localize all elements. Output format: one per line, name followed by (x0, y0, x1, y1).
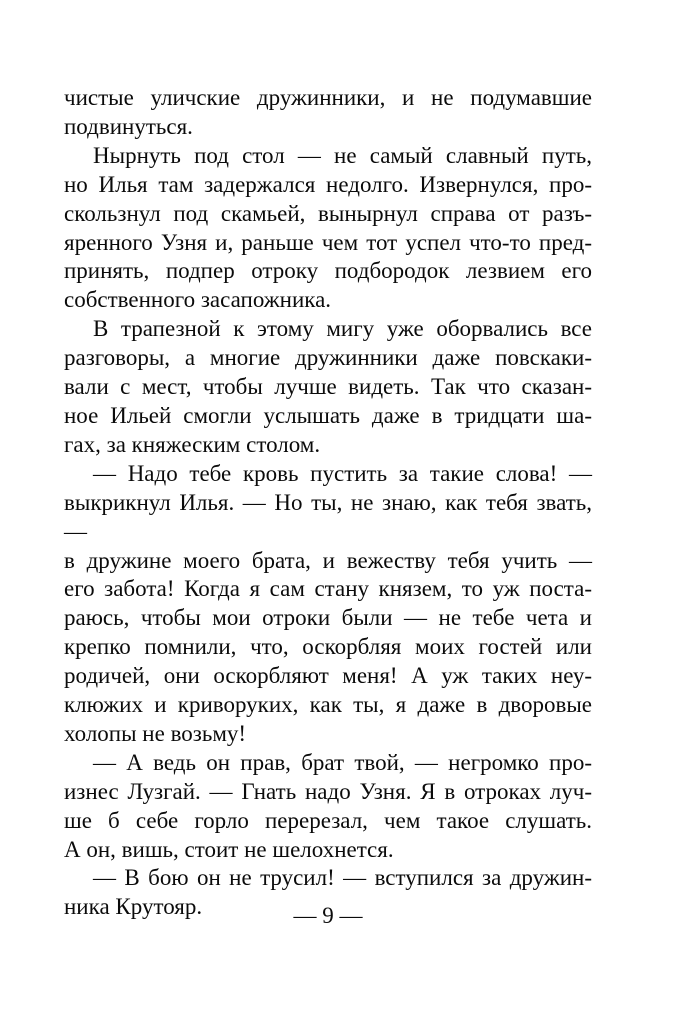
text-line: изнес Лузгай. — Гнать надо Узня. Я в отроках луч- (64, 778, 592, 804)
text-line: скользнул под скамьей, вынырнул справа от разъ- (64, 200, 592, 226)
text-line: вали с мест, чтобы лучше видеть. Так что сказан- (64, 374, 592, 400)
text-line: ное Ильей смогли услышать даже в тридцати ша- (64, 402, 592, 428)
text-line: ника Крутояр. (64, 894, 203, 920)
page-text (64, 84, 592, 922)
text-line: А он, вишь, стоит не шелохнется. (64, 836, 394, 862)
text-line: в дружине моего брата, и вежеству тебя учить — (64, 547, 592, 573)
text-line: гах, за княжеским столом. (64, 431, 321, 457)
text-line: В трапезной к этому мигу уже оборвались все (93, 316, 592, 342)
text-line: крепко помнили, что, оскорбляя моих гостей или (64, 634, 592, 660)
text-line: чистые уличские дружинники, и не подумавшие (64, 85, 592, 110)
text-line: — А ведь он прав, брат твой, — негромко про- (93, 749, 592, 775)
text-line: подвинуться. (64, 113, 193, 139)
text-line: выкрикнул Илья. — Но ты, не знаю, как тебя звать, — (64, 489, 592, 544)
text-line: ше б себе горло перерезал, чем такое слушать. (64, 807, 592, 833)
text-line: принять, подпер отроку подбородок лезвием его (64, 258, 592, 284)
text-line: холопы не возьму! (64, 720, 247, 746)
page-number: — 9 — (293, 903, 363, 928)
text-line: собственного засапожника. (64, 287, 332, 313)
text-line: раюсь, чтобы мои отроки были — не тебе чета и (64, 605, 592, 631)
text-line: Нырнуть под стол — не самый славный путь, (93, 142, 592, 168)
text-line: разговоры, а многие дружинники даже повскаки- (64, 345, 592, 371)
text-line: клюжих и криворуких, как ты, я даже в дворовые (64, 692, 592, 718)
text-line: — Надо тебе кровь пустить за такие слова! — (93, 460, 592, 486)
text-line: его забота! Когда я сам стану князем, то уж поста- (64, 576, 592, 602)
text-line: но Илья там задержался недолго. Извернулся, про- (64, 171, 592, 197)
text-line: — В бою он не трусил! — вступился за дружин- (93, 865, 592, 891)
text-line: родичей, они оскорбляют меня! А уж таких неу- (64, 663, 592, 689)
text-line: яренного Узня и, раньше чем тот успел что-то пред- (64, 229, 592, 255)
